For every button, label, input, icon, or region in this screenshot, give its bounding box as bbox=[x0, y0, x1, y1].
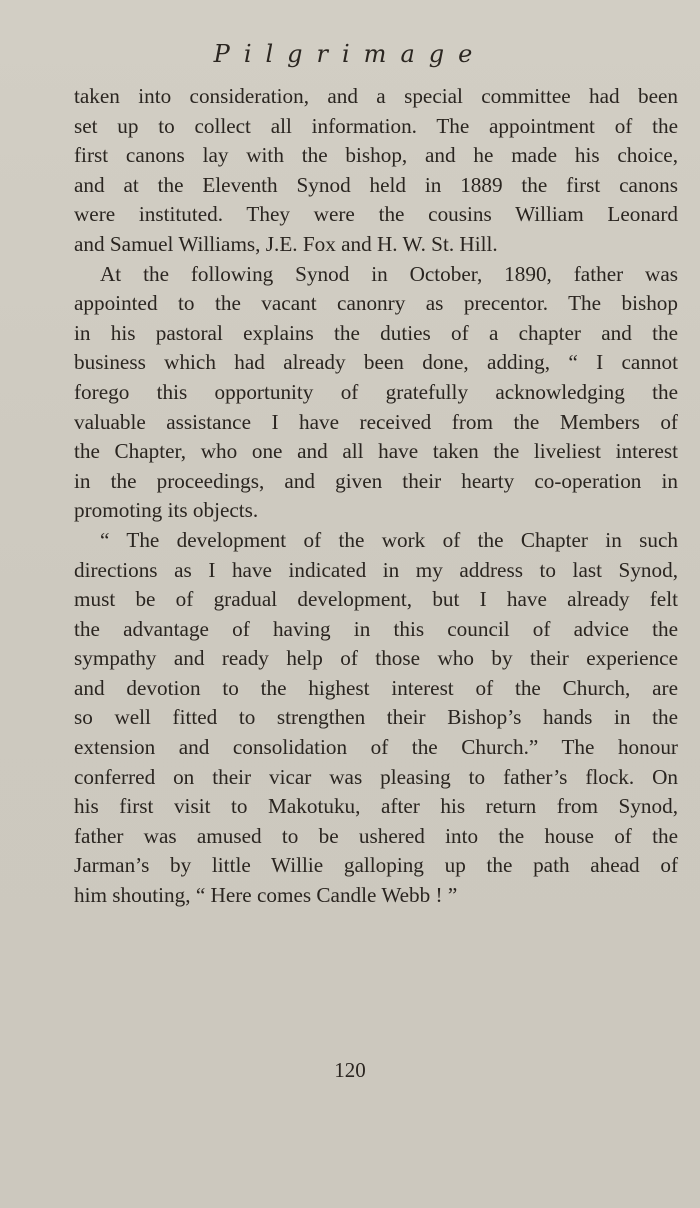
page-number: 120 bbox=[334, 1058, 366, 1082]
text-line: in his pastoral explains the duties of a chapter and the bbox=[74, 320, 678, 345]
text-line: were instituted. They were the cousins William Leonard bbox=[74, 202, 678, 227]
text-line: must be of gradual development, but I have already felt bbox=[74, 587, 678, 612]
text-line: set up to collect all information. The appointment of the bbox=[74, 113, 678, 138]
text-line: sympathy and ready help of those who by their experience bbox=[74, 646, 678, 671]
text-line: and devotion to the highest interest of the Church, are bbox=[74, 675, 678, 700]
text-line: the Chapter, who one and all have taken the liveliest interest bbox=[74, 439, 678, 464]
running-head: Pilgrimage bbox=[213, 40, 487, 68]
text-line: first canons lay with the bishop, and he made his choice, bbox=[74, 143, 678, 168]
text-line: Jarman’s by little Willie galloping up the path ahead of bbox=[74, 853, 678, 878]
text-line: conferred on their vicar was pleasing to father’s flock. On bbox=[74, 764, 678, 789]
text-line: his first visit to Makotuku, after his return from Synod, bbox=[74, 794, 678, 819]
text-line: directions as I have indicated in my address to last Synod, bbox=[74, 557, 678, 582]
text-line: him shouting, “ Here comes Candle Webb ! ” bbox=[74, 883, 458, 908]
body-text bbox=[74, 82, 678, 911]
text-line: “ The development of the work of the Chapter in such bbox=[100, 527, 678, 552]
text-line: and Samuel Williams, J.E. Fox and H. W. St. Hill. bbox=[74, 231, 498, 256]
text-line: the advantage of having in this council of advice the bbox=[74, 616, 678, 641]
text-line: in the proceedings, and given their hearty co-operation in bbox=[74, 468, 678, 493]
text-line: At the following Synod in October, 1890, father was bbox=[100, 261, 678, 286]
text-line: forego this opportunity of gratefully acknowledging the bbox=[74, 379, 678, 404]
text-line: father was amused to be ushered into the house of the bbox=[74, 823, 678, 848]
text-line: business which had already been done, adding, “ I cannot bbox=[74, 350, 678, 375]
text-line: taken into consideration, and a special committee had been bbox=[74, 84, 678, 108]
text-line: valuable assistance I have received from the Members of bbox=[74, 409, 678, 434]
text-line: promoting its objects. bbox=[74, 498, 259, 523]
text-line: and at the Eleventh Synod held in 1889 the first canons bbox=[74, 172, 678, 197]
text-line: extension and consolidation of the Church.” The honour bbox=[74, 735, 678, 760]
text-line: appointed to the vacant canonry as precentor. The bishop bbox=[74, 291, 678, 316]
text-line: so well fitted to strengthen their Bishop’s hands in the bbox=[74, 705, 678, 730]
